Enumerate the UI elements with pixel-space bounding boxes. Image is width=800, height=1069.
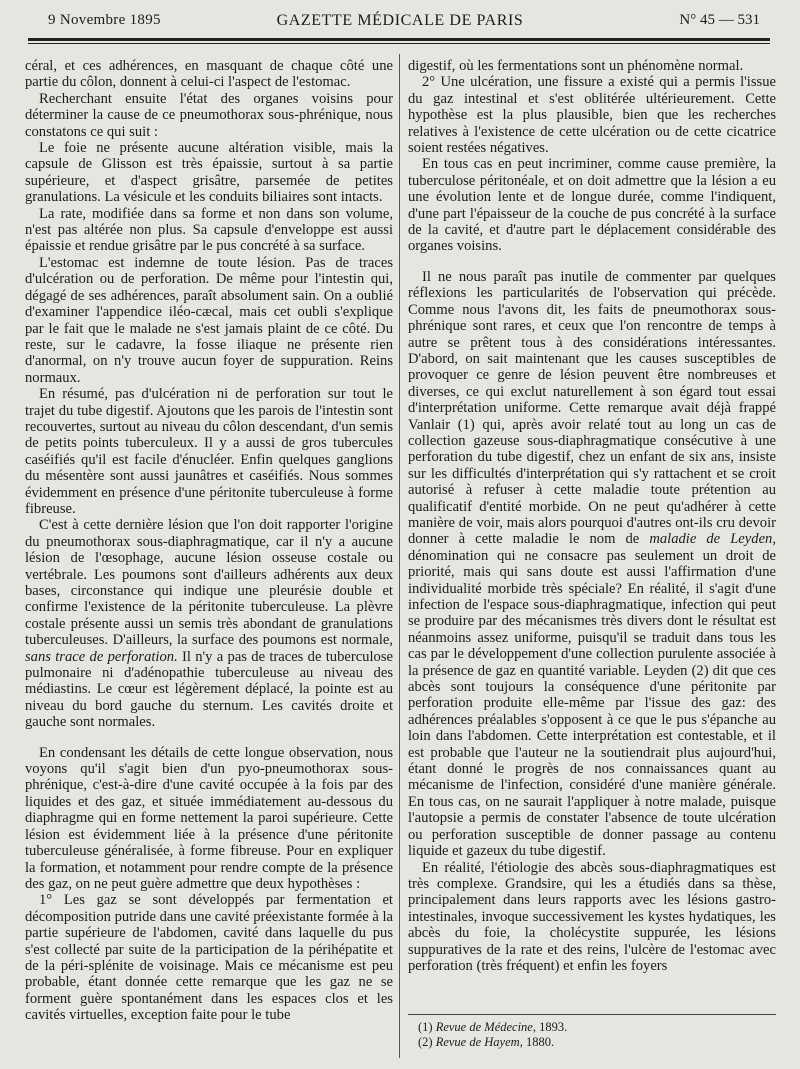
footnotes [418,1020,778,1050]
paragraph-text: Le foie ne présente aucune altération visible, mais la capsule de Glisson est très épaissie, surtout à sa partie supérieure, et d'aspect grisâtre, parsemée de petites granulations. La vésicule et les conduits biliaires sont intacts. [25,140,393,206]
paragraph-text: Recherchant ensuite l'état des organes voisins pour déterminer la cause de ce pneumothorax sous-phrénique, nous constatons ce qui suit : [25,90,393,140]
paragraph-text: En condensant les détails de cette longue observation, nous voyons qu'il s'agit bien d'un pyo-pneumothorax sous-phrénique, c'est-à-dire d'une cavité occupée à la fois par des liquides et des gaz, et située immédiatement au-dessous du diaphragme qui en forme nettement la paroi supérieure. Cette lésion est évidemment liée à la présence d'une péritonite tuberculeuse généralisée, à forme fibreuse. Pour en expliquer la formation, et notamment pour rendre compte de la présence des gaz, on ne peut guère admettre que deux hypothèses : [25,744,393,892]
footnote-after: , 1893. [532,1020,568,1034]
paragraph-text: La rate, modifiée dans sa forme et non dans son volume, n'est pas altérée non plus. Sa capsule d'enveloppe est aussi épaissie et rendue grisâtre par le pus concrété à sa surface. [25,205,393,255]
page-header [20,8,780,40]
footnote-italic: Revue de Médecine [435,1020,533,1034]
paragraph-text: En réalité, l'étiologie des abcès sous-diaphragmatiques est très complexe. Grandsire, qui les a étudiés dans sa thèse, principalement dans leurs rapports avec les lésions gastro-intestinales, invoque successivement les kystes hydatiques, les abcès du foie, la cholécystite suppurée, les lésions suppuratives de la rate et des reins, l'ulcère de l'estomac avec perforation (très fréquent) et enfin les foyers [408,859,776,974]
paragraph [25,140,393,206]
paragraph [25,58,393,91]
paragraph [408,269,776,860]
paragraph-text: , dénomination qui ne consacre pas seulement un droit de priorité, mais qui sans doute est aussi l'affirmation d'une individualité morbide très spéciale? En réalité, il s'agit d'une infection de l'espace sous-diaphragmatique, infection qui peut se produire par des mécanismes très divers dont le résultat est néanmoins assez uniforme, puisqu'il se traduit dans tous les cas par le développement d'une collection purulente associée à la présence de gaz en quantité variable. Leyden (2) dit que ces abcès sont toujours la conséquence d'une péritonite par perforation produite elle-même par l'issue des gaz: des adhérences préalables s'opposent à ce que le pus s'épanche au loin dans l'abdomen. Cette interprétation est contestable, et il est probable que l'auteur ne la soutiendrait plus aujourd'hui, étant donné le progrès de nos connaissances quant au mécanisme de l'infection, considéré d'une manière générale. En tous cas, on ne saurait l'appliquer à notre malade, puisque l'autopsie a permis de constater l'absence de toute ulcération ou perforation susceptible de donner passage au contenu liquide et gazeux du tube digestif. [408,531,776,860]
footnote [418,1020,778,1035]
paragraph-text: 1° Les gaz se sont développés par fermentation et décomposition putride dans une cavité préexistante formée à la partie supérieure de l'abdomen, cavité dans laquelle du pus s'est collecté par suite de la participation de la périhépatite et de la péri-splénite de voisinage. Mais ce mécanisme est peu probable, étant donnée cette remarque que les gaz ne se forment guère spontanément dans les espaces clos et les cavités virtuelles, exception faite pour le tube [25,892,393,1024]
footnote-prefix: (2) [418,1035,436,1049]
paragraph [408,74,776,156]
paragraph-text: digestif, où les fermentations sont un phénomène normal. [408,58,744,74]
paragraph [25,206,393,255]
paragraph [25,745,393,893]
paragraph-text: En tous cas en peut incriminer, comme cause première, la tuberculose péritonéale, et on doit admettre que la lésion a eu une évolution lente et de longue durée, comme l'indiquent, d'une part l'épaisseur de la couche de pus concrété à la surface de la cavité, et d'autre part le déplacement considérable des organes voisins. [408,156,776,255]
paragraph [408,58,776,74]
header-rule-thin [28,43,770,44]
header-rule-thick [28,38,770,41]
paragraph-text: Il ne nous paraît pas inutile de commenter par quelques réflexions les particularités de l'observation qui précède. Comme nous l'avons dit, les faits de pneumothorax sous-phrénique sont rares, et ceux que l'on rencontre de temps à autre se prêtent tous à des considérations intéressantes. D'abord, on sait maintenant que les causes susceptibles de provoquer ce genre de lésion peuvent être nombreuses et diverses, ce qui exclut naturellement à son égard tout essai d'interprétation uniforme. Cette remarque avait déjà frappé Vanlair (1) qui, après avoir relaté tout au long un cas de collection gazeuse sous-diaphragmatique consécutive à une perforation du tube digestif, chez un enfant de six ans, insiste sur les difficultés d'interprétation qui s'y rattachent et se croit autorisé à refuser à cette maladie toute prétention au qualificatif d'entité morbide. On ne peut qu'adhérer à cette manière de voir, mais alors pourquoi d'autres ont-ils cru devoir donner à cette maladie le nom de [408,268,776,548]
paragraph-text: céral, et ces adhérences, en masquant de chaque côté une partie du côlon, donnent à celui-ci l'aspect de l'estomac. [25,58,393,91]
paragraph [25,255,393,386]
paragraph-text: 2° Une ulcération, une fissure a existé qui a permis l'issue du gaz intestinal et s'est oblitérée ultérieurement. Cette hypothèse est la plus plausible, bien que les recherches relatives à l'existence de cette ulcération ou de cette cicatrice soient restées négatives. [408,74,776,157]
paragraph-text: C'est à cette dernière lésion que l'on doit rapporter l'origine du pneumothorax sous-diaphragmatique, car il n'y a aucune lésion de l'œsophage, aucune lésion osseuse costale ou vertébrale. Les poumons sont d'ailleurs adhérents aux deux bases, circonstance qui indique une pleurésie double et confirme l'existence de la péritonite tuberculeuse. La plèvre costale présente aussi un semis très abondant de granulations tuberculeuses. D'ailleurs, la surface des poumons est normale, [25,517,393,649]
journal-title: GAZETTE MÉDICALE DE PARIS [276,12,524,29]
paragraph [25,892,393,1023]
footnote-prefix: (1) [418,1020,436,1034]
right-column [408,58,776,974]
paragraph [408,860,776,975]
page-number: N° 45 — 531 [679,12,760,28]
footnote-rule [408,1014,776,1015]
paragraph [25,386,393,517]
footnote [418,1035,778,1050]
italic-text: sans trace de perforation. [25,648,178,665]
footnote-after: , 1880. [519,1035,555,1049]
paragraph-text: Il n'y a pas de traces de tuberculose pulmonaire ni d'adénopathie tuberculeuse au niveau des médiastins. Le cœur est légèrement déplacé, la pointe est au niveau du bord gauche du sternum. Les cavités droite et gauche sont normales. [25,648,393,731]
paragraph [25,517,393,730]
paragraph [25,91,393,140]
footnote-italic: Revue de Hayem [435,1035,520,1049]
paragraph [408,156,776,254]
paragraph-text: L'estomac est indemne de toute lésion. Pas de traces d'ulcération ou de perforation. De même pour l'intestin qui, dégagé de ses adhérences, paraît absolument sain. On a oublié d'examiner l'appendice iléo-cæcal, mais cet oubli s'explique par le fait que le malade ne s'est jamais plaint de ce côté. Du reste, sur le cadavre, la fosse iliaque ne présente rien d'anormal, on n'y trouve aucun foyer de suppuration. Reins normaux. [25,254,393,386]
paragraph-text: En résumé, pas d'ulcération ni de perforation sur tout le trajet du tube digestif. Ajoutons que les parois de l'intestin sont recouvertes, surtout au niveau du côlon descendant, d'un semis de petits points tuberculeux. Il y a aussi de gros tubercules caséifiés qu'il est facile d'énucléer. Enfin quelques ganglions du mésentère sont aussi jaunâtres et caséifiés. Nous sommes évidemment en présence d'une péritonite tuberculeuse à forme fibreuse. [25,386,393,517]
left-column [25,58,393,1024]
issue-date: 9 Novembre 1895 [48,12,161,28]
italic-text: maladie de Leyden [649,531,773,548]
column-divider [399,54,400,1058]
